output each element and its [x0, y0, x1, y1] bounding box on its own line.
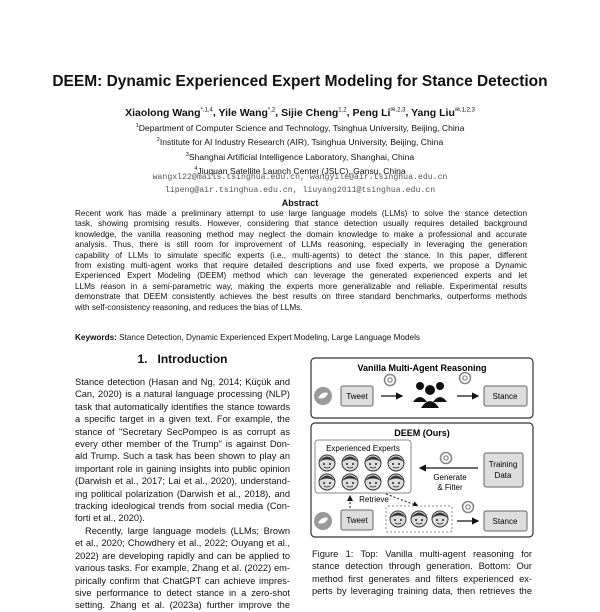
training-data-label: Training	[488, 460, 518, 469]
text-line: important role in gaining insights into public opinion	[75, 463, 290, 474]
keywords-text: Stance Detection, Dynamic Experienced Expert Modeling, Large Language Models	[119, 333, 420, 342]
author-list: Xiaolong Wang$^{*,1,4}$, Yile Wang$^{*,2}$, Sijie Cheng$^{1,2}$, Peng $Li^{✉,2,3}$, Yang Liu$^{✉,1,2,3}$	[125, 106, 475, 119]
author: Xiaolong Wang$^{*,1,4}$	[125, 106, 213, 119]
abstract-line: task, showing promising results. However, considering that stance detection usually requires detailed background	[75, 219, 527, 229]
text-line: forti et al., 2020).	[75, 513, 145, 524]
text-line: ing political polarization (Darwish et al., 2018), and	[75, 488, 290, 499]
text-line: every other member of the Trump" is against Don-	[75, 439, 290, 450]
text-line: task that automatically identifies the stance towards	[75, 401, 290, 412]
deem-title: DEEM (Ours)	[394, 428, 450, 438]
twitter-icon	[314, 512, 332, 530]
text-line: setting. Zhang et al. (2023a) further improve the	[75, 600, 290, 611]
email-line: lipeng@air.tsinghua.edu.cn, liuyang2011@tsinghua.edu.cn	[164, 185, 436, 195]
abstract-line: Recent work has made a preliminary attempt to use large language models (LLMs) to solve the stance detection	[75, 209, 527, 218]
caption-line: Figure 1: Top: Vanilla multi-agent reasoning for	[312, 549, 532, 559]
text-line: pirically confirm that ChatGPT can achieve impres-	[75, 575, 290, 586]
affiliation: $^4$Jiuquan Satellite Launch Center (JSLC), Gansu, China	[194, 165, 406, 176]
caption-line: stance detection through generation. Bottom: Our	[312, 561, 532, 572]
text-line: a specific target in a given text. For example, the	[75, 414, 290, 425]
retrieved-expert-avatars-icon	[390, 511, 448, 527]
affiliation: $^2$Institute for AI Industry Research (AIR), Tsinghua University, Beijing, China	[156, 137, 444, 148]
text-line: ald Trump. Such a task has been shown to play an	[75, 451, 290, 462]
stance-label: Stance	[492, 517, 518, 526]
twitter-icon	[314, 387, 332, 405]
abstract-line: with self-consistency reasoning, and reduces the bias of LLMs.	[75, 302, 303, 312]
caption-line: perts by leveraging training data, then retrieves the	[312, 586, 532, 597]
text-line: sive performance to detect stance in a zero-shot	[75, 587, 290, 598]
abstract-body	[75, 209, 527, 313]
email-line: wangxl22@mails.tsinghua.edu.cn, wangyile@air.tsinghua.edu.cn	[152, 173, 448, 182]
generate-label: Generate	[433, 473, 467, 482]
section-heading-introduction: 1. Introduction	[137, 352, 228, 366]
retrieve-label: Retrieve	[359, 495, 389, 504]
abstract-heading: Abstract	[281, 198, 319, 208]
text-line: Can, 2020) is a natural language processing (NLP)	[75, 389, 290, 400]
author: Sijie Cheng$^{1,2}$	[281, 106, 347, 119]
abstract-line: from existing multi-agent works that require detailed descriptions and use fixed experts, we propose a Dynamic	[75, 261, 527, 271]
author: Yile Wang$^{*,2}$	[218, 106, 276, 119]
introduction-body	[75, 376, 290, 612]
tweet-label: Tweet	[346, 392, 368, 401]
affiliation: $^1$Department of Computer Science and Technology, Tsinghua University, Beijing, China	[135, 122, 465, 133]
text-line: tracking ideological trends from social media (Con-	[75, 501, 290, 512]
caption-line: method first generates and filters experienced ex-	[312, 573, 532, 584]
text-line: et al., 2020; Chowdhery et al., 2022; Ouyang et al.,	[75, 538, 290, 549]
vanilla-title: Vanilla Multi-Agent Reasoning	[357, 363, 487, 373]
experts-label: Experienced Experts	[326, 444, 400, 453]
text-line: 2022) are developing rapidly and can be applied to	[75, 550, 290, 561]
text-line: (Darwish et al., 2017; Lai et al., 2020), understand-	[75, 476, 290, 487]
text-line: Stance detection (Hasan and Ng, 2014; Küçük and	[75, 377, 290, 387]
author: Peng $Li^{✉,2,3}$	[352, 106, 406, 119]
filter-label: & Filter	[437, 483, 463, 492]
paper-title: DEEM: Dynamic Experienced Expert Modeling for Stance Detection	[52, 73, 548, 90]
text-line: stance of "Secretary SecPompeo is as corrupt as	[75, 426, 290, 437]
keywords	[75, 333, 420, 342]
training-data-box	[484, 453, 523, 487]
abstract-line: capability of LLMs to simulate specific experts (i.e., multi-agents) to detect the stance. In this paper, different	[75, 250, 527, 260]
abstract-line: analysis. Thus, there is still room for improvement of LLMs reasoning, especially in leveraging the generation	[75, 240, 527, 250]
affiliation: $^3$Shanghai Artificial Intelligence Laboratory, Shanghai, China	[185, 151, 415, 162]
tweet-label: Tweet	[346, 516, 368, 525]
figure-1	[308, 355, 538, 545]
text-line: various tasks. For example, Zhang et al. (2022) em-	[75, 563, 290, 574]
stance-label: Stance	[492, 392, 518, 401]
emails	[0, 172, 600, 197]
abstract-line: knowledge, the vanilla reasoning method may neglect the domain knowledge to make a professional and accurate	[75, 229, 527, 239]
training-data-label: Data	[494, 471, 512, 480]
text-line: Recently, large language models (LLMs; Brown	[85, 525, 290, 536]
affiliations	[0, 120, 600, 177]
author: Yang Liu$^{✉,1,2,3}$	[411, 106, 475, 119]
keywords-label: Keywords:	[75, 333, 117, 342]
abstract-line: LLMs reason in a semi-parametric way, making the experts more generalizable and reliable. Experimental results	[75, 281, 527, 291]
abstract-line: Experienced Expert Modeling (DEEM) method which can leverage the generated experienced experts and let	[75, 271, 527, 281]
figure-caption	[312, 548, 532, 598]
abstract-line: demonstrate that DEEM consistently achieves the best results on three standard benchmarks, outperforms methods	[75, 292, 527, 302]
